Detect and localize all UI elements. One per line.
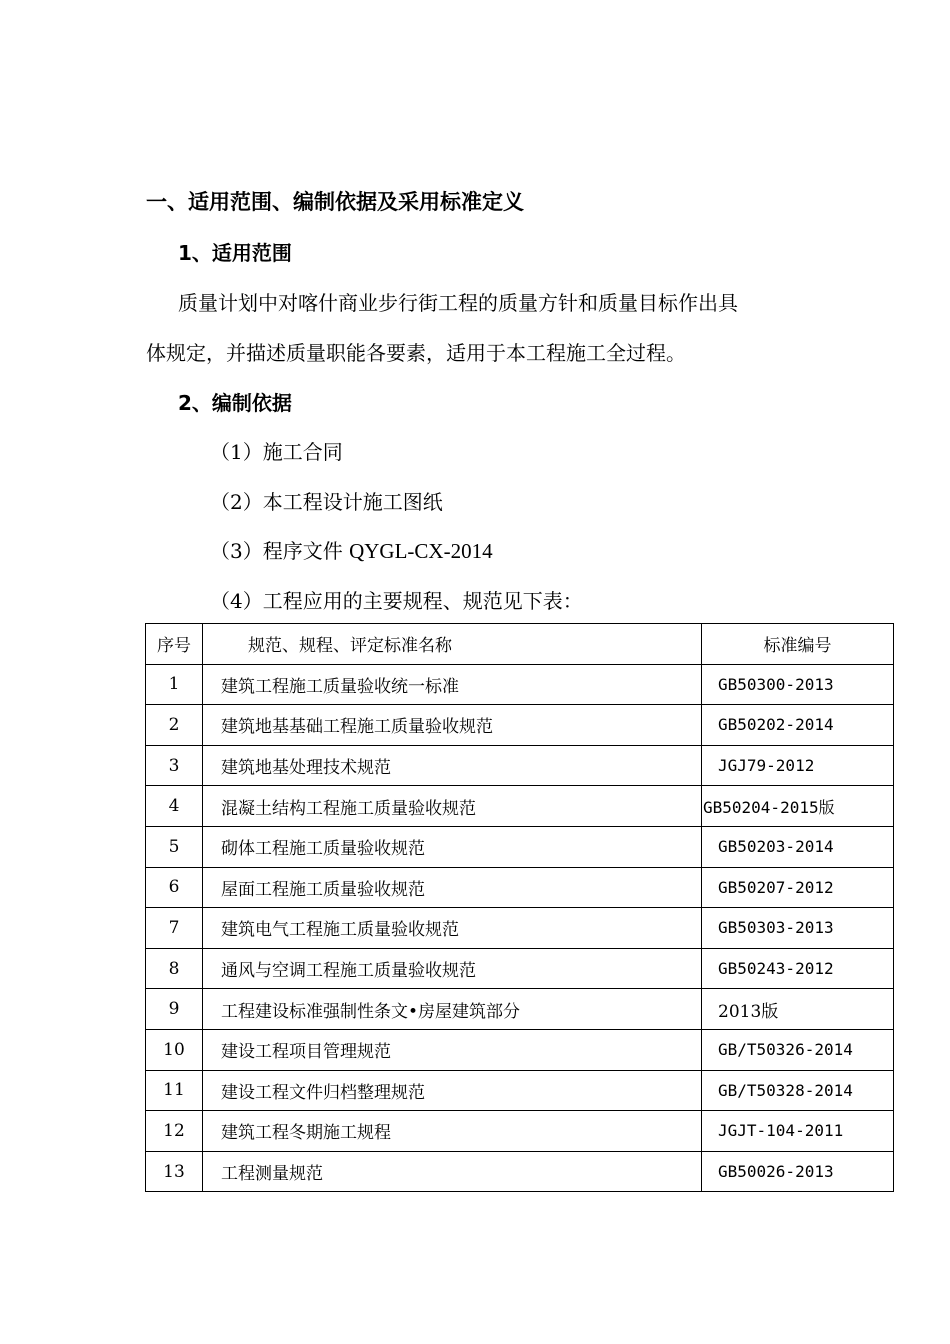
row-standard-code: GB50303-2013	[702, 908, 894, 949]
row-standard-code: GB50202-2014	[702, 705, 894, 746]
header-standard-name: 规范、规程、评定标准名称	[203, 624, 702, 665]
table-row	[146, 1029, 894, 1070]
table-row	[146, 989, 894, 1030]
row-standard-code: GB50243-2012	[702, 948, 894, 989]
table-row	[146, 1111, 894, 1152]
row-standard-name: 建筑地基处理技术规范	[203, 745, 702, 786]
row-standard-code: GB50026-2013	[702, 1151, 894, 1192]
row-serial: 7	[146, 908, 203, 949]
table-row	[146, 745, 894, 786]
row-standard-name: 砌体工程施工质量验收规范	[203, 826, 702, 867]
row-standard-name: 建设工程项目管理规范	[203, 1029, 702, 1070]
row-serial: 5	[146, 826, 203, 867]
row-standard-name: 建筑工程施工质量验收统一标准	[203, 664, 702, 705]
table-row	[146, 908, 894, 949]
row-standard-name: 屋面工程施工质量验收规范	[203, 867, 702, 908]
table-row	[146, 826, 894, 867]
row-standard-code: GB50207-2012	[702, 867, 894, 908]
table-row	[146, 664, 894, 705]
row-standard-name: 建筑地基基础工程施工质量验收规范	[203, 705, 702, 746]
row-serial: 11	[146, 1070, 203, 1111]
row-standard-code: JGJ79-2012	[702, 745, 894, 786]
table-row	[146, 867, 894, 908]
row-standard-code: GB50203-2014	[702, 826, 894, 867]
row-standard-code: GB50204-2015版	[702, 786, 894, 827]
basis-item-label: （2）本工程设计施工图纸	[210, 490, 443, 514]
basis-item-3	[210, 535, 493, 564]
basis-item-label: （4）工程应用的主要规程、规范见下表：	[210, 589, 583, 613]
row-standard-code: JGJT-104-2011	[702, 1111, 894, 1152]
row-standard-name: 建筑电气工程施工质量验收规范	[203, 908, 702, 949]
basis-item-4	[210, 585, 583, 614]
scope-paragraph-line-2: 体规定，并描述质量职能各要素，适用于本工程施工全过程。	[146, 341, 686, 365]
row-standard-code: GB/T50328-2014	[702, 1070, 894, 1111]
row-standard-code: GB/T50326-2014	[702, 1029, 894, 1070]
row-standard-name: 混凝土结构工程施工质量验收规范	[203, 786, 702, 827]
basis-heading: 2、编制依据	[178, 391, 292, 415]
row-serial: 6	[146, 867, 203, 908]
table-row	[146, 705, 894, 746]
row-serial: 12	[146, 1111, 203, 1152]
scope-heading: 1、适用范围	[178, 241, 292, 265]
row-standard-name: 工程建设标准强制性条文•房屋建筑部分	[203, 989, 702, 1030]
basis-item-label: （1）施工合同	[210, 440, 343, 464]
row-standard-name: 建筑工程冬期施工规程	[203, 1111, 702, 1152]
header-serial: 序号	[146, 624, 203, 665]
row-serial: 13	[146, 1151, 203, 1192]
row-serial: 9	[146, 989, 203, 1030]
basis-item-2	[210, 486, 443, 515]
row-standard-name: 建设工程文件归档整理规范	[203, 1070, 702, 1111]
section-title: 一、适用范围、编制依据及采用标准定义	[146, 190, 524, 214]
row-standard-code: GB50300-2013	[702, 664, 894, 705]
table-header-row	[146, 624, 894, 665]
table-row	[146, 948, 894, 989]
table-row	[146, 786, 894, 827]
basis-item-1	[210, 436, 343, 465]
row-serial: 2	[146, 705, 203, 746]
row-serial: 1	[146, 664, 203, 705]
row-serial: 8	[146, 948, 203, 989]
row-standard-name: 工程测量规范	[203, 1151, 702, 1192]
row-standard-code: 2013版	[702, 989, 894, 1030]
row-serial: 3	[146, 745, 203, 786]
row-serial: 4	[146, 786, 203, 827]
scope-paragraph-line-1: 质量计划中对喀什商业步行街工程的质量方针和质量目标作出具	[178, 291, 738, 315]
row-serial: 10	[146, 1029, 203, 1070]
header-standard-code: 标准编号	[702, 624, 894, 665]
table-row	[146, 1070, 894, 1111]
table-row	[146, 1151, 894, 1192]
standards-table	[145, 623, 894, 1192]
row-standard-name: 通风与空调工程施工质量验收规范	[203, 948, 702, 989]
basis-item-label: （3）程序文件	[210, 539, 350, 563]
procedure-document-code: QYGL-CX-2014	[349, 539, 493, 563]
